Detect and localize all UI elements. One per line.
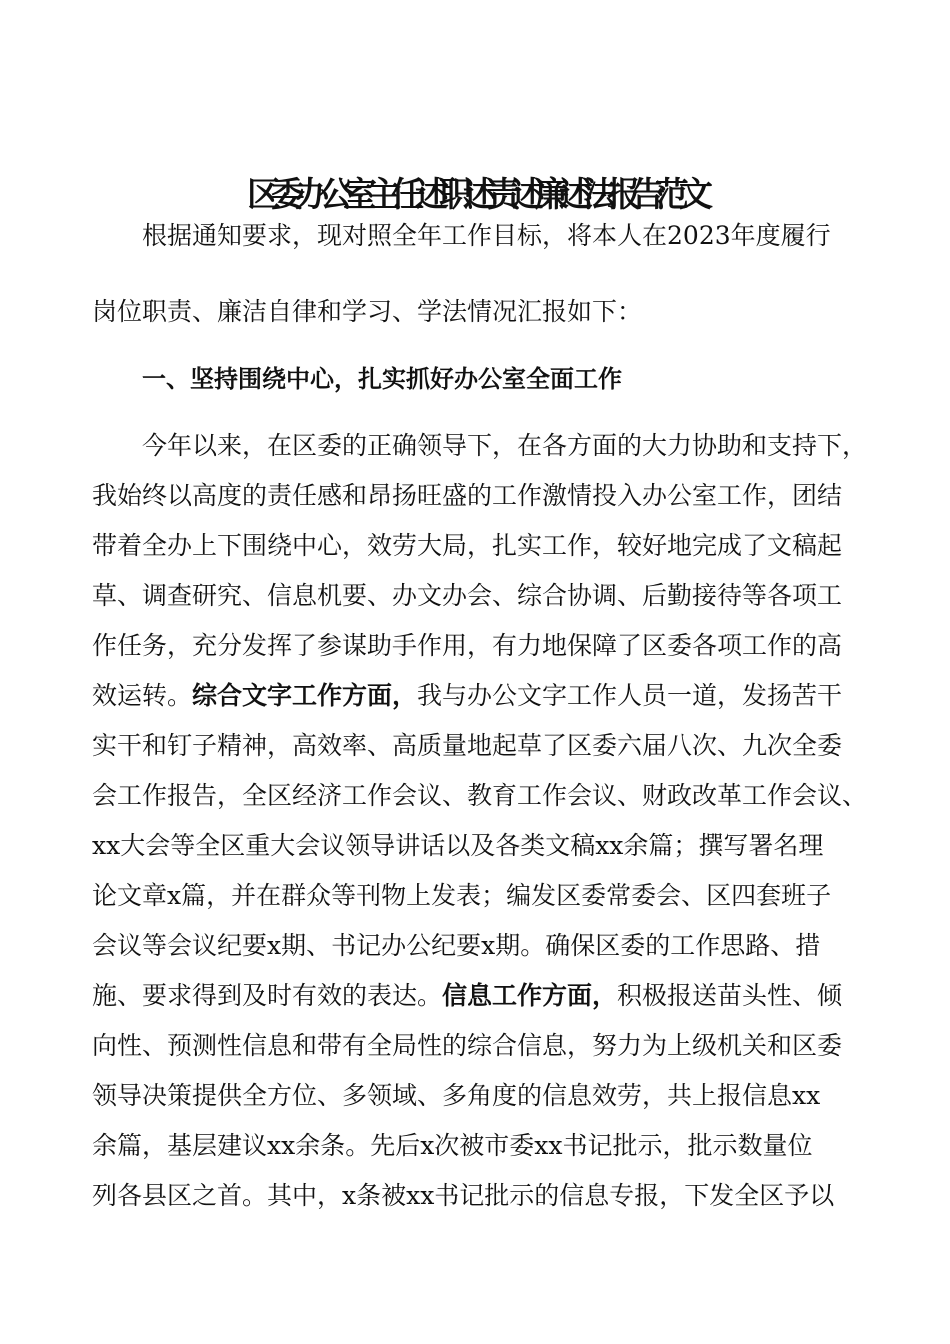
document-title: 区委办公室主任述职述责述廉述法报告范文 — [247, 175, 703, 215]
body-line-4: 草、调查研究、信息机要、办文办会、综合协调、后勤接待等各项工 — [92, 581, 843, 610]
body-line-10: 论文章x篇，并在群众等刊物上发表；编发区委常委会、区四套班子 — [92, 881, 832, 910]
body-line-14: 领导决策提供全方位、多领域、多角度的信息效劳，共上报信息xx — [92, 1081, 821, 1110]
body-line-15: 余篇，基层建议xx余条。先后x次被市委xx书记批示，批示数量位 — [92, 1131, 813, 1160]
body-line-9: xx大会等全区重大会议领导讲话以及各类文稿xx余篇；撰写署名理 — [92, 831, 824, 860]
intro-line-2: 岗位职责、廉洁自律和学习、学法情况汇报如下： — [92, 297, 643, 326]
body-line-7: 实干和钉子精神，高效率、高质量地起草了区委六届八次、九次全委 — [92, 731, 843, 760]
intro-line-1: 根据通知要求，现对照全年工作目标，将本人在2023年度履行 — [142, 221, 831, 250]
body-line-6-post: 我与办公文字工作人员一道，发扬苦干 — [417, 681, 843, 710]
body-line-12-post: 积极报送苗头性、倾 — [617, 981, 843, 1010]
body-line-1: 今年以来，在区委的正确领导下，在各方面的大力协助和支持下， — [142, 431, 868, 460]
body-line-13: 向性、预测性信息和带有全局性的综合信息，努力为上级机关和区委 — [92, 1031, 843, 1060]
body-line-2: 我始终以高度的责任感和昂扬旺盛的工作激情投入办公室工作，团结 — [92, 481, 843, 510]
body-line-8: 会工作报告，全区经济工作会议、教育工作会议、财政改革工作会议、 — [92, 781, 868, 810]
body-line-12-pre: 施、要求得到及时有效的表达。 — [92, 981, 443, 1010]
section-heading-1: 一、坚持围绕中心，扎实抓好办公室全面工作 — [142, 365, 622, 393]
body-line-6-pre: 效运转。 — [92, 681, 193, 710]
subsection-label-writing: 综合文字工作方面， — [192, 681, 418, 710]
body-line-5: 作任务，充分发挥了参谋助手作用，有力地保障了区委各项工作的高 — [92, 631, 843, 660]
subsection-label-info: 信息工作方面， — [442, 981, 618, 1010]
body-line-12 — [92, 980, 842, 1012]
body-line-6 — [92, 680, 842, 712]
body-line-16: 列各县区之首。其中，x条被xx书记批示的信息专报，下发全区予以 — [92, 1181, 835, 1210]
body-line-3: 带着全办上下围绕中心，效劳大局，扎实工作，较好地完成了文稿起 — [92, 531, 843, 560]
body-line-11: 会议等会议纪要x期、书记办公纪要x期。确保区委的工作思路、措 — [92, 931, 821, 960]
